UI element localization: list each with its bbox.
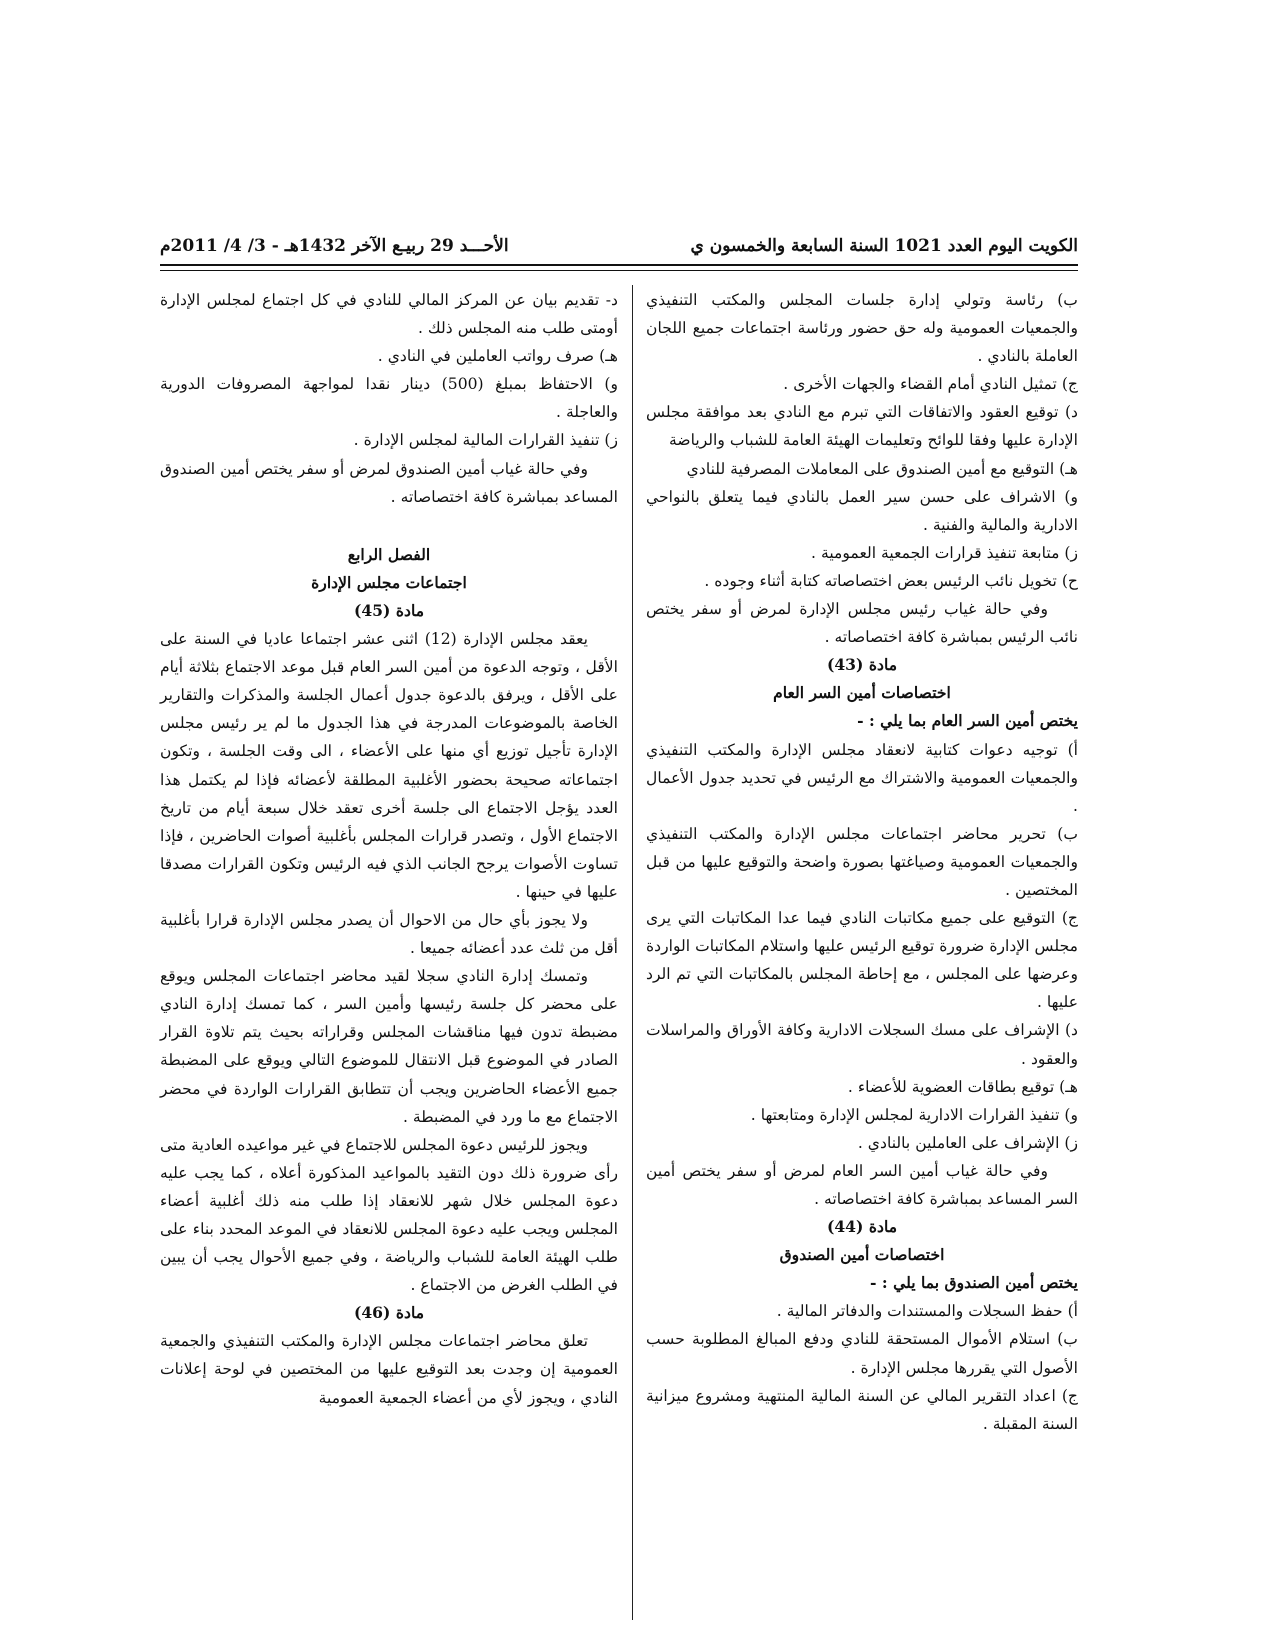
header-rule-thick [160, 264, 1078, 266]
clause-ha: ح) تخويل نائب الرئيس بعض اختصاصاته كتابة أثناء وجوده . [704, 571, 1078, 590]
treasurer-absence-paragraph: وفي حالة غياب أمين الصندوق لمرض أو سفر يختص أمين الصندوق المساعد بمباشرة كافة اختصاصاته . [160, 459, 618, 506]
secretary-clause-z: ز) الإشراف على العاملين بالنادي . [857, 1133, 1078, 1152]
secretary-clause-h: هـ) توقيع بطاقات العضوية للأعضاء . [847, 1077, 1078, 1096]
article-45-paragraph-3: وتمسك إدارة النادي سجلا لقيد محاضر اجتماعات المجلس ويوقع على محضر كل جلسة رئيسها وأمين السر ، كما تمسك إدارة النادي مضبطة تدون فيها مناقشات المجلس وقراراته بحيث يتم تلاوة القرار الصادر في الموضوع قبل الانتقال للموضوع التالي ويوقع على المضبطة جميع الأعضاء الحاضرين ويجب أن تتطابق القرارات الواردة في محضر الاجتماع مع ما ورد في المضبطة . [160, 967, 618, 1126]
treasurer-clause-b: ب) استلام الأموال المستحقة للنادي ودفع المبالغ المطلوبة حسب الأصول التي يقررها مجلس الإدارة . [646, 1330, 1078, 1377]
chapter-subtitle: اجتماعات مجلس الإدارة [311, 572, 467, 592]
secretary-duties-heading: اختصاصات أمين السر العام [773, 683, 951, 703]
article-45-paragraph-2: ولا يجوز بأي حال من الاحوال أن يصدر مجلس الإدارة قرارا بأغلبية أقل من ثلث عدد أعضائه جميعا . [160, 910, 618, 958]
article-46-heading: مادة (46) [353, 1303, 425, 1323]
article-45-paragraph-1: يعقد مجلس الإدارة (12) اثنى عشر اجتماعا عاديا في السنة على الأقل ، وتوجه الدعوة من أمين السر العام قبل موعد الاجتماع بثلاثة أيام على الأقل ، ويرفق بالدعوة جدول أعمال الجلسة والمذكرات والتقارير الخاصة بالموضوعات المدرجة في هذا الجدول ما لم ير رئيس مجلس الإدارة تأجيل توزيع أي منها على الأعضاء ، الى وقت الجلسة ، وتكون اجتماعاته صحيحة بحضور الأغلبية المطلقة لأعضائه فإذا لم يكتمل هذا العدد يؤجل الاجتماع الى جلسة أخرى تعقد خلال سبعة أيام من تاريخ الاجتماع الأول ، وتصدر قرارات المجلس بأغلبية أصوات الحاضرين ، فإذا تساوت الأصوات يرجح الجانب الذي فيه الرئيس وتكون القرارات مصدقا عليها في حينها . [160, 630, 618, 901]
secretary-clause-w: و) تنفيذ القرارات الادارية لمجلس الإدارة ومتابعتها . [750, 1105, 1078, 1124]
treasurer-clause-h: هـ) صرف رواتب العاملين في النادي . [377, 347, 618, 366]
article-46-paragraph: تعلق محاضر اجتماعات مجلس الإدارة والمكتب التنفيذي والجمعية العمومية إن وجدت بعد التوقيع عليها من المختصين في لوحة إعلانات النادي ، ويجوز لأي من أعضاء الجمعية العمومية [160, 1332, 618, 1407]
treasurer-clause-w: و) الاحتفاظ بمبلغ (500) دينار نقدا لمواجهة المصروفات الدورية والعاجلة . [160, 375, 618, 422]
treasurer-clause-a: أ) حفظ السجلات والمستندات والدفاتر المالية . [776, 1302, 1078, 1321]
article-44-heading: مادة (44) [826, 1217, 898, 1237]
secretary-clause-a: أ) توجيه دعوات كتابية لانعقاد مجلس الإدارة والمكتب التنفيذي والجمعيات العمومية والاشتراك مع الرئيس في تحديد جدول الأعمال . [646, 740, 1078, 815]
treasurer-clause-j: ج) اعداد التقرير المالي عن السنة المالية المنتهية ومشروع ميزانية السنة المقبلة . [646, 1386, 1078, 1433]
header-rule-thin [160, 270, 1078, 271]
clause-j: ج) تمثيل النادي أمام القضاء والجهات الأخرى . [783, 375, 1078, 394]
treasurer-clause-z: ز) تنفيذ القرارات المالية لمجلس الإدارة . [353, 431, 618, 450]
left-column [160, 286, 618, 1412]
secretary-clause-j: ج) التوقيع على جميع مكاتبات النادي فيما عدا المكاتبات التي يرى مجلس الإدارة ضرورة توقيع الرئيس عليها واستلام المكاتبات الواردة وعرضها على المجلس ، مع إحاطة المجلس بالمكاتبات التي تم الرد عليها . [646, 909, 1078, 1012]
column-divider [632, 285, 633, 1620]
right-column [646, 286, 1078, 1438]
treasurer-intro: يختص أمين الصندوق بما يلي : - [869, 1273, 1078, 1293]
chairman-absence-paragraph: وفي حالة غياب رئيس مجلس الإدارة لمرض أو سفر يختص نائب الرئيس بمباشرة كافة اختصاصاته . [646, 600, 1078, 647]
clause-d: د) توقيع العقود والاتفاقات التي تبرم مع النادي بعد موافقة مجلس الإدارة عليها وفقا للوائح وتعليمات الهيئة العامة للشباب والرياضة [646, 403, 1078, 450]
issue-date: الأحـــد 29 ربيـع الآخر 1432هـ - 3/ 4/ 2011م [160, 236, 509, 256]
page-header [160, 236, 1078, 260]
article-45-heading: مادة (45) [353, 600, 425, 620]
secretary-intro: يختص أمين السر العام بما يلي : - [857, 711, 1078, 731]
clause-b: ب) رئاسة وتولي إدارة جلسات المجلس والمكتب التنفيذي والجمعيات العمومية وله حق حضور ورئاسة اجتماعات جميع اللجان العاملة بالنادي . [646, 291, 1078, 366]
treasurer-duties-heading: اختصاصات أمين الصندوق [779, 1245, 945, 1265]
chapter-title: الفصل الرابع [347, 544, 431, 564]
clause-z: ز) متابعة تنفيذ قرارات الجمعية العمومية . [811, 543, 1078, 562]
treasurer-clause-d: د- تقديم بيان عن المركز المالي للنادي في كل اجتماع لمجلس الإدارة أومتى طلب منه المجلس ذلك . [160, 291, 618, 338]
secretary-absence-paragraph: وفي حالة غياب أمين السر العام لمرض أو سفر يختص أمين السر المساعد بمباشرة كافة اختصاصاته . [646, 1161, 1078, 1208]
clause-w: و) الاشراف على حسن سير العمل بالنادي فيما يتعلق بالنواحي الادارية والمالية والفنية . [646, 487, 1078, 534]
secretary-clause-d: د) الإشراف على مسك السجلات الادارية وكافة الأوراق والمراسلات والعقود . [646, 1021, 1078, 1068]
gazette-issue-title: الكويت اليوم العدد 1021 السنة السابعة والخمسون ي [690, 236, 1078, 256]
clause-h: هـ) التوقيع مع أمين الصندوق على المعاملات المصرفية للنادي [686, 459, 1078, 478]
article-43-heading: مادة (43) [826, 655, 898, 675]
article-45-paragraph-4: ويجوز للرئيس دعوة المجلس للاجتماع في غير مواعيده العادية متى رأى ضرورة ذلك دون التقيد بالمواعيد المذكورة أعلاه ، كما يجب عليه دعوة المجلس خلال شهر للانعقاد إذا طلب منه ذلك أغلبية أعضاء المجلس ويجب عليه دعوة المجلس للانعقاد في الموعد المحدد بناء على طلب الهيئة العامة للشباب والرياضة ، وفي جميع الأحوال يجب أن يبين في الطلب الغرض من الاجتماع . [160, 1135, 618, 1295]
secretary-clause-b: ب) تحرير محاضر اجتماعات مجلس الإدارة والمكتب التنفيذي والجمعيات العمومية وصياغتها بصورة واضحة والتوقيع عليها من قبل المختصين . [646, 824, 1078, 899]
